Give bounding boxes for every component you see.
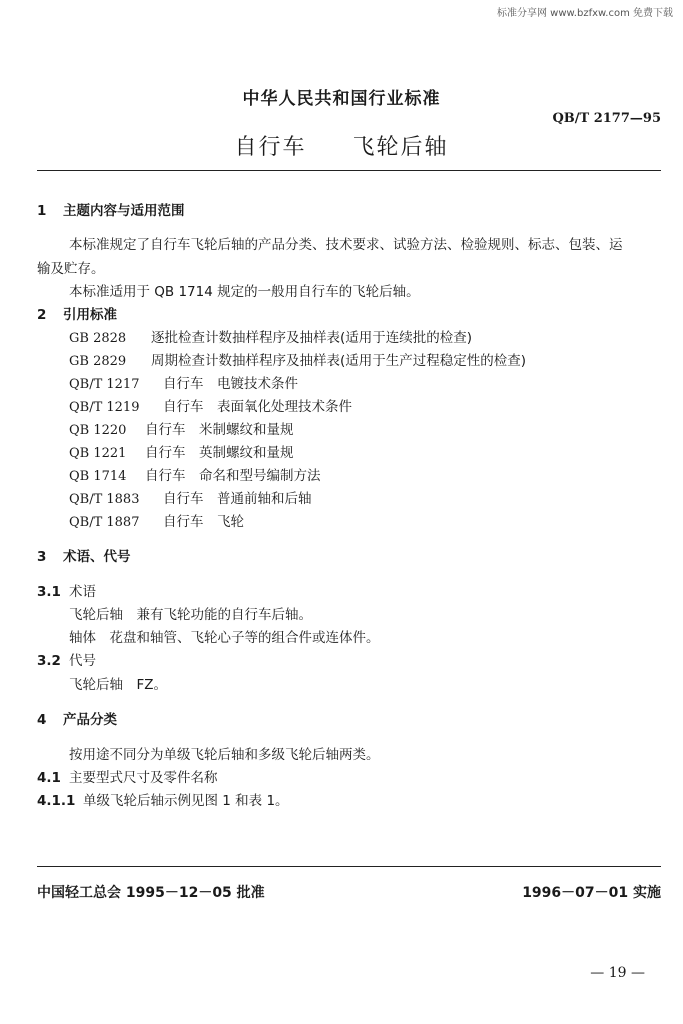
subsection-4-1-1-heading bbox=[37, 789, 289, 809]
reference-title: 自行车 普通前轴和后轴 bbox=[163, 491, 312, 507]
s1-paragraph-line2: 输及贮存。 bbox=[37, 261, 105, 277]
section-4-heading bbox=[37, 708, 117, 728]
subsection-title: 术语 bbox=[69, 584, 96, 600]
section-number: 1 bbox=[37, 203, 47, 219]
section-number: 2 bbox=[37, 307, 47, 323]
section-title: 主题内容与适用范围 bbox=[63, 203, 185, 219]
section-2-heading bbox=[37, 303, 117, 323]
subsection-title: 代号 bbox=[69, 653, 96, 669]
subsection-number: 4.1.1 bbox=[37, 793, 76, 809]
reference-code: QB 1221 bbox=[69, 446, 127, 461]
reference-title: 自行车 飞轮 bbox=[163, 514, 244, 530]
footer-rule bbox=[37, 866, 661, 867]
approval-date: 中国轻工总会 1995－12－05 批准 bbox=[37, 885, 265, 901]
term-definition: 轴体 花盘和轴管、飞轮心子等的组合件或连体件。 bbox=[69, 630, 380, 646]
reference-code: QB/T 1883 bbox=[69, 492, 140, 507]
reference-item bbox=[69, 510, 244, 530]
section-1-heading bbox=[37, 199, 185, 219]
term-definition: 飞轮后轴 兼有飞轮功能的自行车后轴。 bbox=[69, 607, 312, 623]
subsection-3-2-heading bbox=[37, 649, 96, 669]
s4-paragraph: 按用途不同分为单级飞轮后轴和多级飞轮后轴两类。 bbox=[69, 747, 380, 763]
reference-item bbox=[69, 395, 352, 415]
reference-item bbox=[69, 372, 298, 392]
reference-code: QB 1220 bbox=[69, 423, 127, 438]
reference-title: 自行车 电镀技术条件 bbox=[163, 376, 298, 392]
subsection-number: 3.1 bbox=[37, 584, 61, 600]
reference-title: 自行车 英制螺纹和量规 bbox=[145, 445, 294, 461]
subsection-number: 4.1 bbox=[37, 770, 61, 786]
subsection-title: 主要型式尺寸及零件名称 bbox=[69, 770, 218, 786]
reference-code: GB 2828 bbox=[69, 331, 127, 346]
section-title: 引用标准 bbox=[63, 307, 117, 323]
reference-item bbox=[69, 418, 294, 438]
section-title: 术语、代号 bbox=[63, 549, 131, 565]
standard-title: 中华人民共和国行业标准 bbox=[242, 89, 441, 109]
page-number: — 19 — bbox=[590, 965, 645, 981]
section-3-heading bbox=[37, 545, 131, 565]
standard-code: QB/T 2177—95 bbox=[552, 111, 661, 126]
reference-code: QB/T 1217 bbox=[69, 377, 140, 392]
reference-title: 周期检查计数抽样程序及抽样表(适用于生产过程稳定性的检查) bbox=[151, 353, 527, 369]
document-title bbox=[0, 130, 683, 161]
reference-code: QB 1714 bbox=[69, 469, 127, 484]
watermark: 标准分享网 www.bzfxw.com 免费下载 bbox=[497, 8, 673, 19]
subsection-3-1-heading bbox=[37, 580, 96, 600]
reference-title: 逐批检查计数抽样程序及抽样表(适用于连续批的检查) bbox=[151, 330, 473, 346]
subsection-number: 3.2 bbox=[37, 653, 61, 669]
reference-item bbox=[69, 326, 472, 346]
reference-code: QB/T 1887 bbox=[69, 515, 140, 530]
s1-paragraph2: 本标准适用于 QB 1714 规定的一般用自行车的飞轮后轴。 bbox=[69, 284, 420, 300]
reference-code: QB/T 1219 bbox=[69, 400, 140, 415]
header-rule bbox=[37, 170, 661, 171]
reference-item bbox=[69, 349, 526, 369]
reference-item bbox=[69, 464, 321, 484]
subsection-title: 单级飞轮后轴示例见图 1 和表 1。 bbox=[83, 793, 289, 809]
subsection-4-1-heading bbox=[37, 766, 218, 786]
reference-title: 自行车 命名和型号编制方法 bbox=[145, 468, 321, 484]
title-part1: 自行车 bbox=[234, 135, 307, 160]
implementation-date: 1996－07－01 实施 bbox=[522, 885, 661, 901]
reference-title: 自行车 米制螺纹和量规 bbox=[145, 422, 294, 438]
reference-item bbox=[69, 441, 294, 461]
section-number: 3 bbox=[37, 549, 47, 565]
reference-code: GB 2829 bbox=[69, 354, 127, 369]
code-definition: 飞轮后轴 FZ。 bbox=[69, 677, 168, 693]
section-title: 产品分类 bbox=[63, 712, 117, 728]
section-number: 4 bbox=[37, 712, 47, 728]
reference-item bbox=[69, 487, 312, 507]
reference-title: 自行车 表面氧化处理技术条件 bbox=[163, 399, 352, 415]
title-part2: 飞轮后轴 bbox=[352, 135, 449, 160]
s1-paragraph-line1: 本标准规定了自行车飞轮后轴的产品分类、技术要求、试验方法、检验规则、标志、包装、运 bbox=[69, 237, 623, 253]
